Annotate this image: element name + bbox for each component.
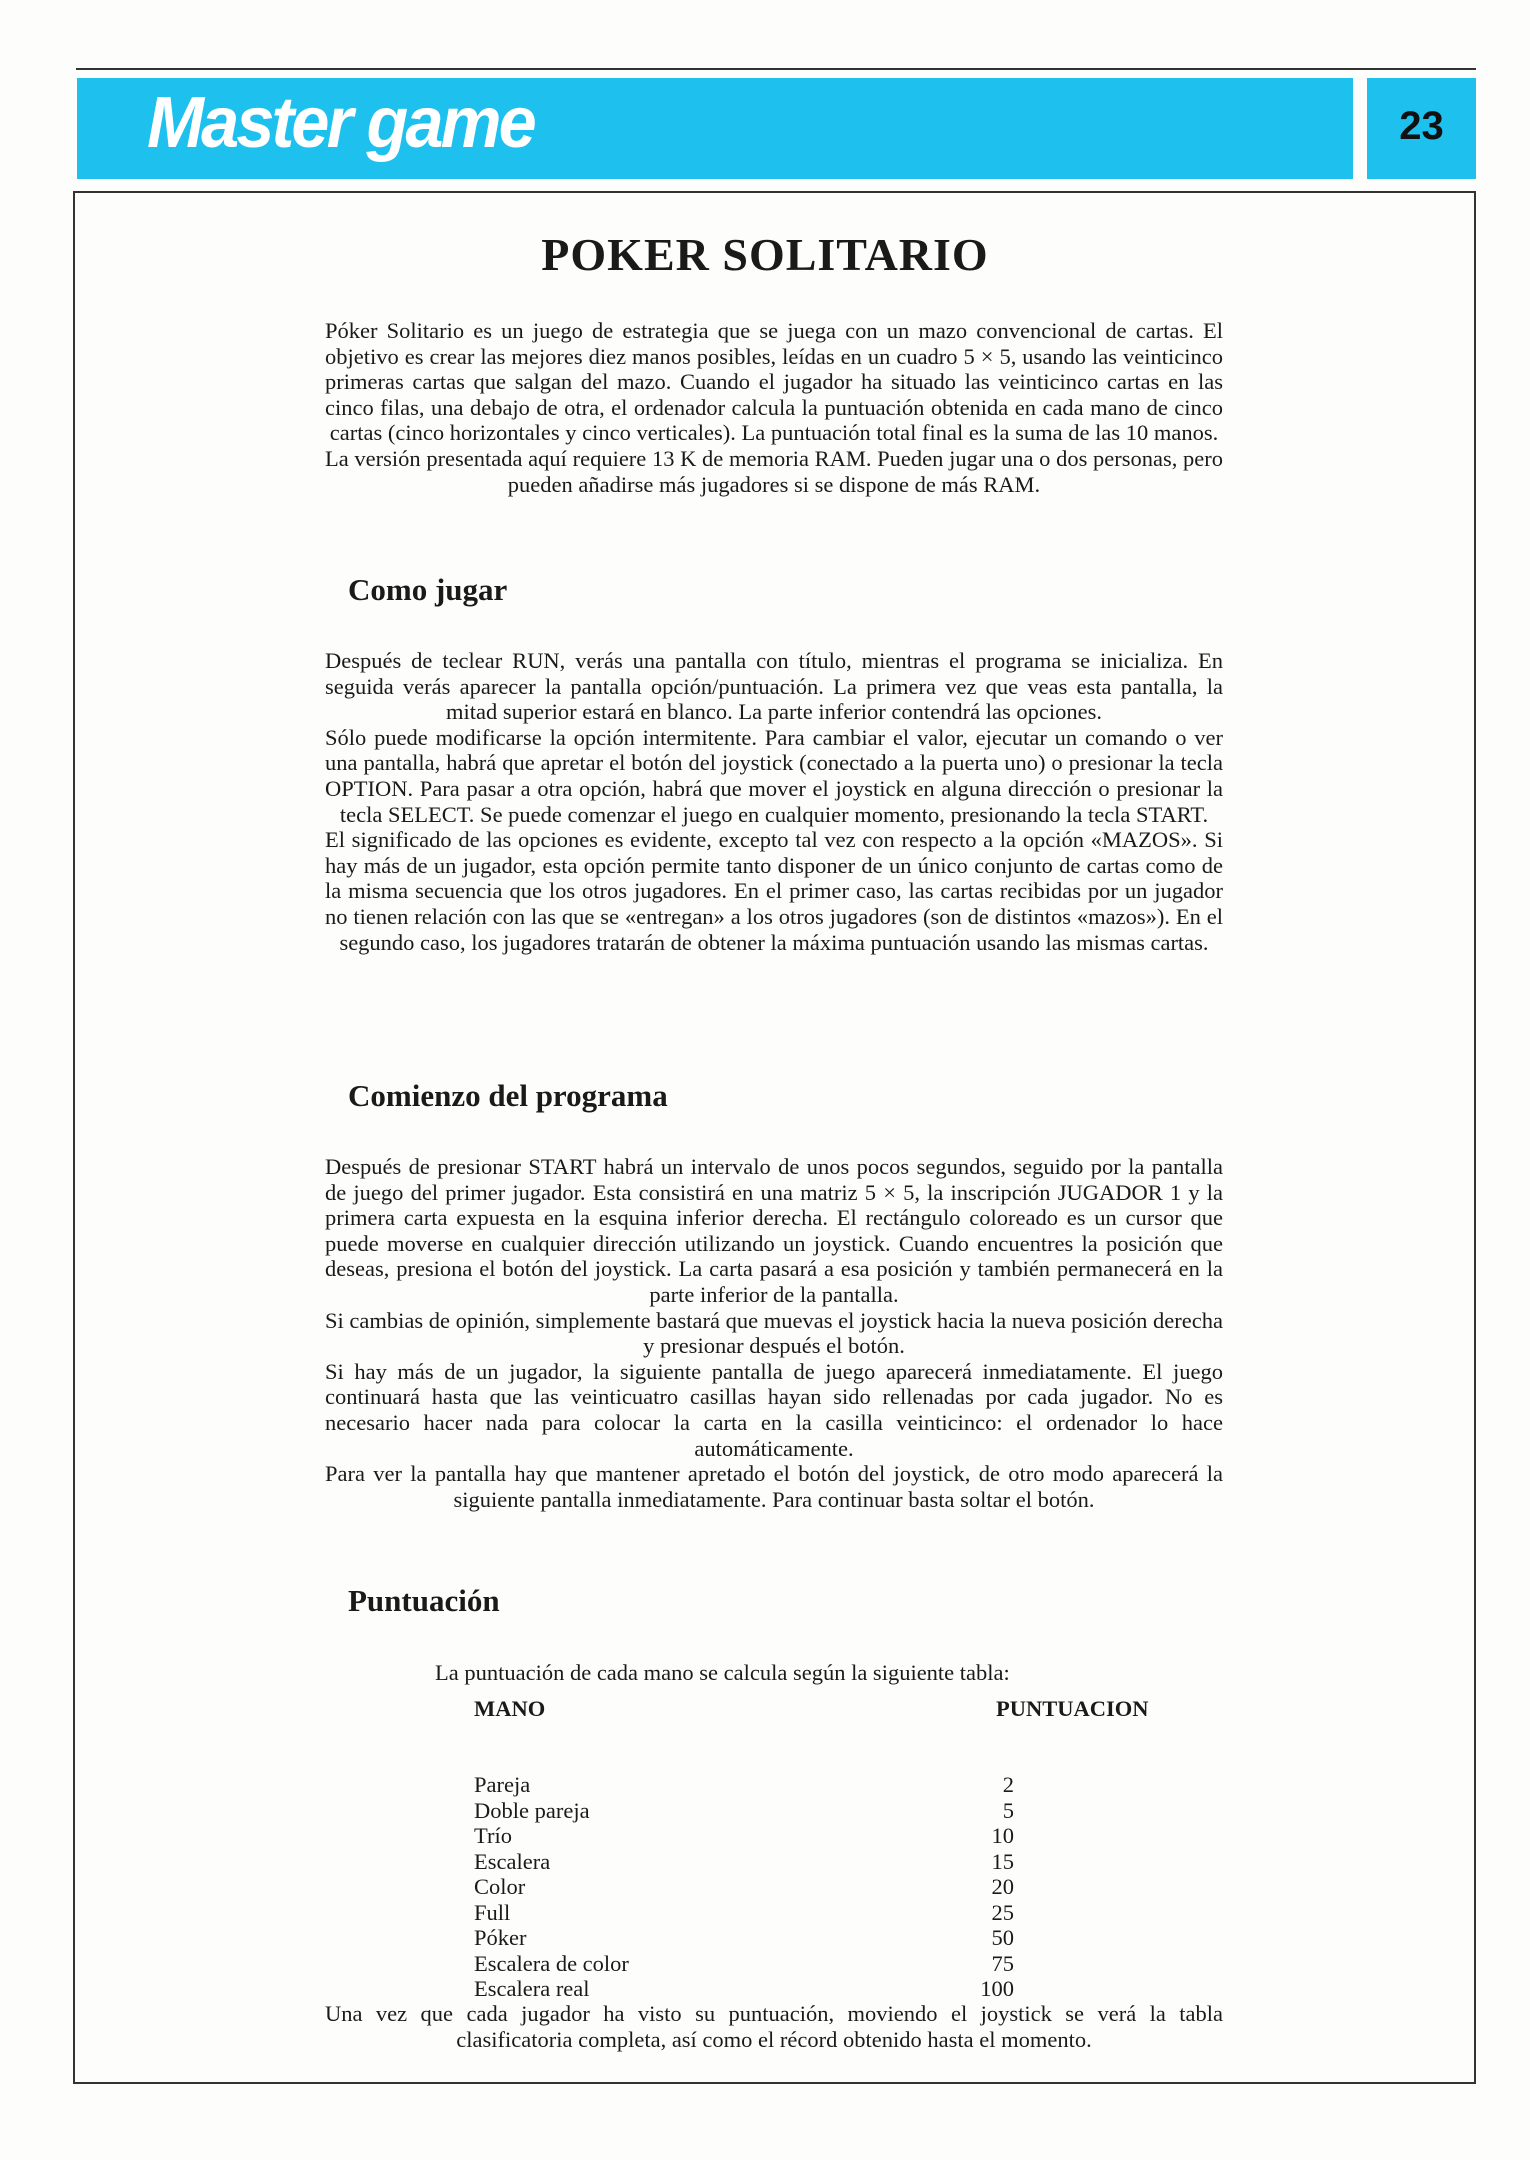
page-number: 23 (1399, 104, 1444, 148)
section-banner (77, 78, 1353, 179)
table-row (474, 1976, 1154, 2002)
score-value: 75 (991, 1950, 1014, 1976)
paragraph: Sólo puede modificarse la opción intermitente. Para cambiar el valor, ejecutar un comando o ver una pantalla, habrá que apretar el botón del joystick (conectado a la puerta uno) o presionar la tecla OPTION. Para pasar a otra opción, habrá que mover el joystick en alguna dirección o presionar la tecla SELECT. Se puede comenzar el juego en cualquier momento, presionando la tecla START. (325, 724, 1223, 827)
score-value: 25 (991, 1899, 1014, 1925)
hand-name: Escalera (474, 1848, 551, 1874)
hand-name: Full (474, 1899, 511, 1925)
hand-name: Color (474, 1874, 526, 1899)
article-title: POKER SOLITARIO (541, 229, 989, 280)
table-row (474, 1849, 1154, 1875)
score-value: 20 (991, 1874, 1014, 1899)
page-number-box (1367, 78, 1476, 179)
intro-text (325, 318, 1223, 497)
hand-name: Pareja (474, 1772, 531, 1797)
score-value: 2 (1002, 1772, 1014, 1797)
table-header (474, 1696, 1154, 1722)
score-value: 100 (980, 1976, 1014, 2001)
score-value: 50 (991, 1925, 1014, 1950)
score-value: 10 (991, 1823, 1014, 1848)
hand-name: Doble pareja (474, 1797, 590, 1823)
score-value: 15 (991, 1848, 1014, 1874)
heading-puntuacion: Puntuación (348, 1583, 500, 1618)
table-intro: La puntuación de cada mano se calcula según la siguiente tabla: (435, 1660, 1010, 1685)
paragraph: Después de teclear RUN, verás una pantalla con título, mientras el programa se inicializa. En seguida verás aparecer la pantalla opción/puntuación. La primera vez que veas esta pantalla, la mitad superior estará en blanco. La parte inferior contendrá las opciones. (325, 648, 1223, 725)
hand-name: Escalera de color (474, 1950, 629, 1976)
closing-text (325, 2001, 1223, 2052)
heading-comienzo: Comienzo del programa (348, 1078, 668, 1113)
table-row (474, 1772, 1154, 1798)
paragraph: Para ver la pantalla hay que mantener apretado el botón del joystick, de otro modo aparecerá la siguiente pantalla inmediatamente. Para continuar basta soltar el botón. (325, 1461, 1223, 1512)
score-value: 5 (1002, 1797, 1014, 1823)
paragraph: Después de presionar START habrá un intervalo de unos pocos segundos, seguido por la pantalla de juego del primer jugador. Esta consistirá en una matriz 5 × 5, la inscripción JUGADOR 1 y la primera carta expuesta en la esquina inferior derecha. El rectángulo coloreado es un cursor que puede moverse en cualquier dirección utilizando un joystick. Cuando encuentres la posición que deseas, presiona el botón del joystick. La carta pasará a esa posición y también permanecerá en la parte inferior de la pantalla. (325, 1154, 1223, 1307)
column-header-mano: MANO (474, 1696, 546, 1721)
hand-name: Trío (474, 1823, 512, 1848)
paragraph: El significado de las opciones es evidente, excepto tal vez con respecto a la opción «MAZOS». Si hay más de un jugador, esta opción permite tanto disponer de un único conjunto de cartas como de la misma secuencia que los otros jugadores. En el primer caso, las cartas recibidas por un jugador no tienen relación con las que se «entregan» a los otros jugadores (son de distintos «mazos»). En el segundo caso, los jugadores tratarán de obtener la máxima puntuación usando las mismas cartas. (325, 827, 1223, 955)
column-header-puntuacion: PUNTUACION (996, 1696, 1149, 1721)
table-row (474, 1951, 1154, 1977)
comienzo-text (325, 1154, 1223, 1512)
table-row (474, 1900, 1154, 1926)
top-rule (76, 68, 1476, 70)
hand-name: Escalera real (474, 1976, 590, 2001)
paragraph: Póker Solitario es un juego de estrategia que se juega con un mazo convencional de cartas. El objetivo es crear las mejores diez manos posibles, leídas en un cuadro 5 × 5, usando las veinticinco primeras cartas que salgan del mazo. Cuando el jugador ha situado las veinticinco cartas en las cinco filas, una debajo de otra, el ordenador calcula la puntuación obtenida en cada mano de cinco cartas (cinco horizontales y cinco verticales). La puntuación total final es la suma de las 10 manos. (325, 318, 1223, 446)
table-row (474, 1874, 1154, 1900)
heading-como-jugar: Como jugar (348, 572, 508, 607)
paragraph: Si hay más de un jugador, la siguiente pantalla de juego aparecerá inmediatamente. El juego continuará hasta que las veinticuatro casillas hayan sido rellenadas por cada jugador. No es necesario hacer nada para colocar la carta en la casilla veinticinco: el ordenador lo hace automáticamente. (325, 1358, 1223, 1461)
table-row (474, 1798, 1154, 1824)
table-row (474, 1823, 1154, 1849)
table-row (474, 1925, 1154, 1951)
hand-name: Póker (474, 1925, 527, 1950)
paragraph: La versión presentada aquí requiere 13 K de memoria RAM. Pueden jugar una o dos personas, pero pueden añadirse más jugadores si se dispone de más RAM. (325, 445, 1223, 497)
paragraph: Si cambias de opinión, simplemente bastará que muevas el joystick hacia la nueva posición derecha y presionar después el botón. (325, 1307, 1223, 1359)
como-jugar-text (325, 648, 1223, 955)
section-title: Master game (147, 83, 534, 163)
paragraph: Una vez que cada jugador ha visto su puntuación, moviendo el joystick se verá la tabla clasificatoria completa, así como el récord obtenido hasta el momento. (325, 2001, 1223, 2052)
score-table (474, 1696, 1154, 2002)
